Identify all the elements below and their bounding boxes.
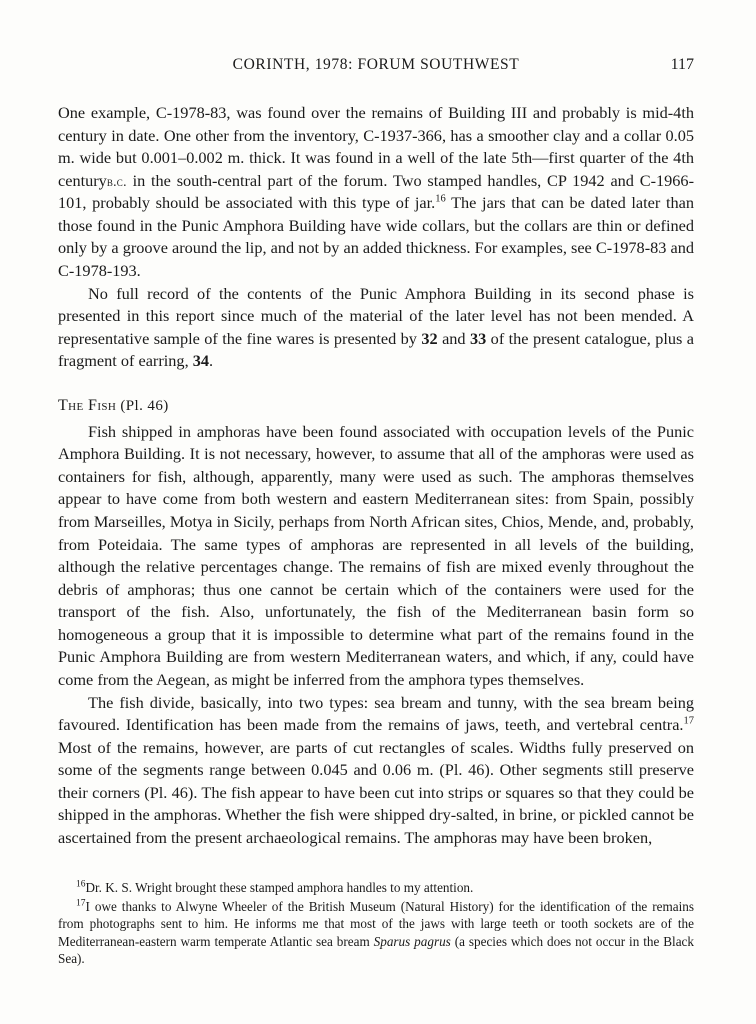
section-heading-plate: (Pl. 46) [116, 397, 169, 414]
footnote-17 [58, 898, 694, 968]
catalogue-ref-32: 32 [421, 328, 438, 348]
footnote-17-text-a: I owe thanks to Alwyne Wheeler of the British Museum (Natural History) for the identification of the remains from photographs sent to him. He informs me that most of the jaws with large teeth or tooth sockets are of the Mediterranean-eastern warm temperate Atlantic sea bream [58, 898, 694, 949]
paragraph-1-bc: b.c. [106, 173, 127, 189]
section-heading-title: The Fish [58, 396, 117, 414]
catalogue-ref-33: 33 [469, 328, 487, 348]
paragraph-1 [58, 102, 694, 283]
paragraph-2-text-a: No full record of the contents of the Punic Amphora Building in its second phase is presented in this report since much of the material of the later level has not been mended. A representative sample of the fine wares is presented by [58, 283, 694, 348]
footnote-ref-17[interactable]: 17 [683, 715, 694, 727]
footnote-16 [58, 879, 694, 897]
paragraph-1-text-a: One example, C-1978-83, was found over the remains of Building III and probably is mid-4th century in date. One other from the inventory, C-1937-366, has a smoother clay and a collar 0.05 m. wide but 0.001–0.002 m. thick. It was found in a well of the late 5th—first quarter of the 4th century [58, 103, 694, 190]
section-heading [58, 397, 694, 415]
footnote-ref-16[interactable]: 16 [435, 193, 446, 205]
paragraph-3: Fish shipped in amphoras have been found associated with occupation levels of the Punic Amphora Building. It is not necessary, however, to assume that all of the amphoras were used as containers for fish, although, apparently, many were used as such. The amphoras themselves appear to have come from both western and eastern Mediterranean sites: from Spain, possibly from Marseilles, Motya in Sicily, perhaps from North African sites, Chios, Mende, and, probably, from Poteidaia. The same types of amphoras are represented in all levels of the building, although the relative percentages change. The remains of fish are mixed evenly throughout the debris of amphoras; thus one cannot be certain which of the containers were used for the transport of the fish. Also, unfortunately, the fish of the Mediterranean basin form so homogeneous a group that it is impossible to determine what part of the remains found in the Punic Amphora Building are from western Mediterranean waters, and which, if any, could have come from the Aegean, as might be inferred from the amphora types themselves. [58, 421, 694, 689]
footnotes-block [58, 871, 694, 968]
catalogue-ref-34: 34 [192, 351, 209, 371]
running-title: CORINTH, 1978: FORUM SOUTHWEST [232, 56, 520, 73]
paragraph-4-text-b: Most of the remains, however, are parts of cut rectangles of scales. Widths fully preserved on some of the segments range between 0.045 and 0.06 m. (Pl. 46). Other segments still preserve their corners (Pl. 46). The fish appear to have been cut into strips or squares so that they could be shipped in the amphoras. Whether the fish were shipped dry-salted, in brine, or pickled cannot be ascertained from the present archaeological remains. The amphoras may have been broken, [58, 737, 694, 847]
paragraph-2 [58, 283, 694, 373]
footnote-17-text-b: (a species which does not occur in the Black Sea). [58, 933, 694, 967]
paragraph-1-text-c: The jars that can be dated later than those found in the Punic Amphora Building have wide collars, but the collars are thin or defined only by a groove around the lip, and not by an added thickness. For examples, see C-1978-83 and C-1978-193. [58, 193, 694, 280]
paragraph-2-text-b: and [437, 328, 470, 348]
footnote-17-species: Sparus pagrus [373, 933, 451, 949]
footnote-16-marker: 16 [76, 879, 86, 890]
footnote-16-text: Dr. K. S. Wright brought these stamped amphora handles to my attention. [85, 880, 474, 896]
paragraph-4 [58, 692, 694, 850]
footnote-17-marker: 17 [76, 898, 86, 909]
paragraph-1-text-b: in the south-central part of the forum. Two stamped handles, CP 1942 and C-1966-101, probably should be associated with this type of jar. [58, 170, 694, 213]
running-head [58, 56, 694, 76]
paragraph-4-text-a: The fish divide, basically, into two types: sea bream and tunny, with the sea bream being favoured. Identification has been made from the remains of jaws, teeth, and vertebral centra. [58, 692, 694, 735]
paragraph-2-text-c: of the present catalogue, plus a fragment of earring, [58, 328, 695, 371]
page-number: 117 [670, 56, 694, 73]
paragraph-2-text-d: . [209, 351, 214, 371]
